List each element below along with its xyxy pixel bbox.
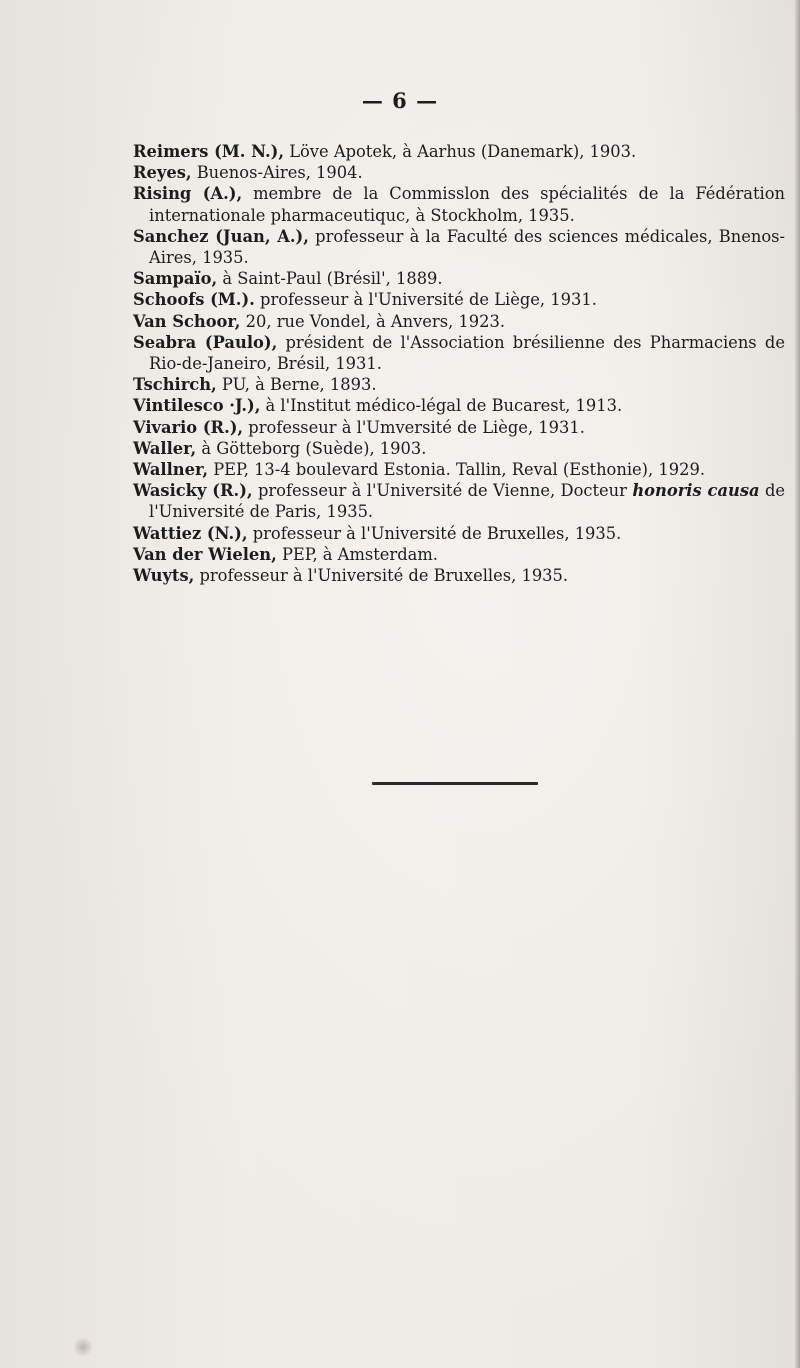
list-entry: Rising (A.), membre de la Commisslon des spécialités de la Fédération internationale pharmaceutiquc, à Stockholm, 1935. [133, 184, 785, 225]
list-entry: Reimers (M. N.), Löve Apotek, à Aarhus (Danemark), 1903. [133, 142, 637, 161]
list-entry: Sampaïo, à Saint-Paul (Brésil', 1889. [133, 269, 443, 289]
section-divider [372, 782, 538, 785]
list-entry: Wallner, PEP, 13-4 boulevard Estonia. Tallin, Reval (Esthonie), 1929. [133, 460, 705, 480]
paper-stain [74, 1336, 92, 1358]
list-entry: Vivario (R.), professeur à l'Umversité de Liège, 1931. [133, 417, 585, 437]
list-entry: Tschirch, PU, à Berne, 1893. [133, 375, 377, 395]
page-edge-shadow [794, 0, 800, 1368]
list-entry: Wuyts, professeur à l'Université de Bruxelles, 1935. [133, 566, 569, 586]
page-number: — 6 — [361, 88, 439, 113]
latin-phrase: honoris causa [632, 481, 760, 501]
member-list [133, 141, 785, 586]
list-entry: Van Schoor, 20, rue Vondel, à Anvers, 1923. [133, 311, 506, 331]
list-entry: Sanchez (Juan, A.), professeur à la Faculté des sciences médicales, Bnenos-Aires, 1935. [133, 226, 785, 268]
list-entry: Reyes, Buenos-Aires, 1904. [133, 163, 363, 183]
list-entry: Wattiez (N.), professeur à l'Université de Bruxelles, 1935. [133, 523, 622, 543]
list-entry: Waller, à Götteborg (Suède), 1903. [133, 438, 427, 458]
list-entry: Wasicky (R.), professeur à l'Université de Vienne, Docteur honoris causa de l'Université de Paris, 1935. [133, 481, 786, 522]
list-entry: Seabra (Paulo), président de l'Association brésilienne des Pharmaciens de Rio-de-Janeiro, Brésil, 1931. [133, 332, 785, 374]
list-entry: Schoofs (M.). professeur à l'Université de Liège, 1931. [133, 290, 597, 310]
list-entry: Van der Wielen, PEP, à Amsterdam. [133, 544, 438, 564]
list-entry: Vintilesco ·J.), à l'Institut médico-légal de Bucarest, 1913. [133, 396, 623, 416]
